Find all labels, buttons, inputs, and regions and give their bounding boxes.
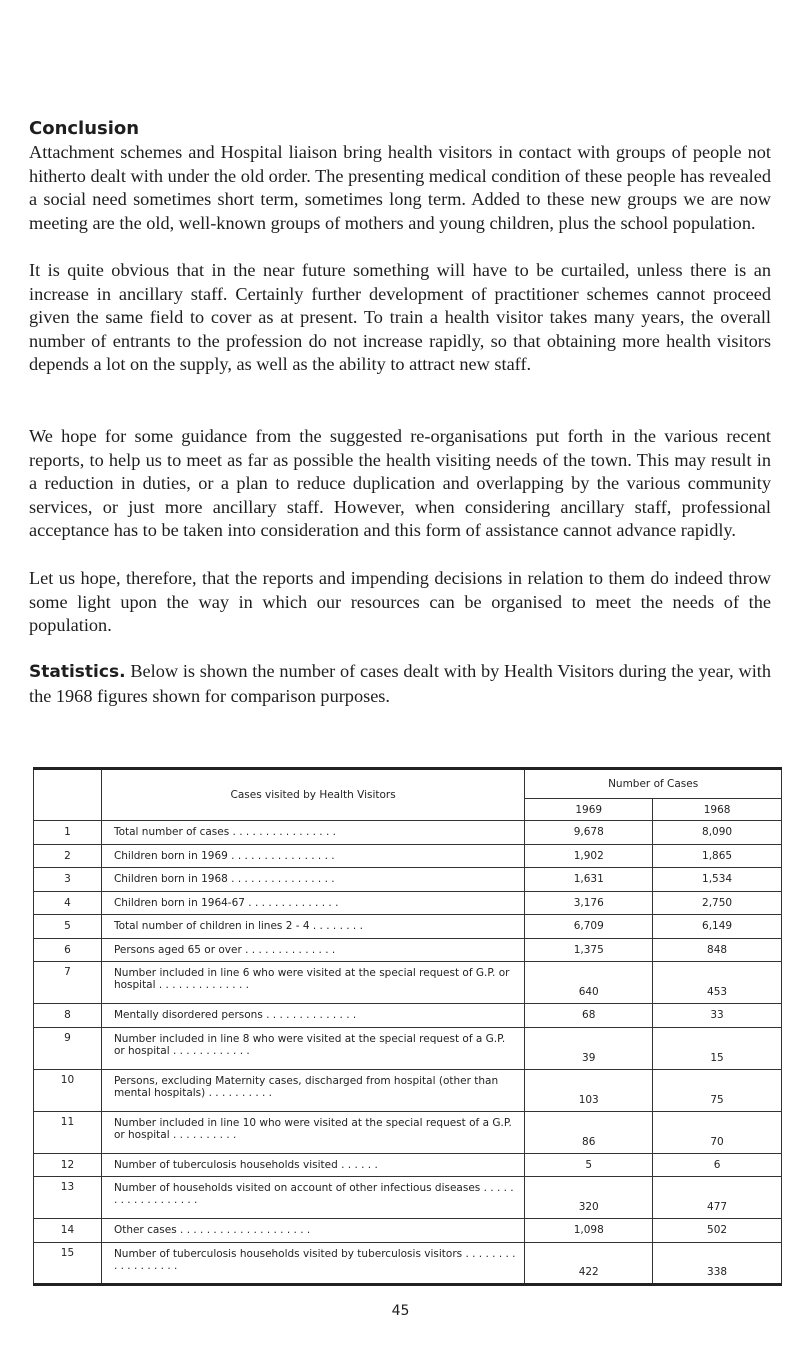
value-1969: 1,375 <box>525 938 653 962</box>
row-number: 3 <box>34 868 102 892</box>
row-number: 4 <box>34 891 102 915</box>
statistics-label: Statistics. <box>29 662 126 682</box>
table-row <box>34 821 782 845</box>
value-1969: 68 <box>525 1004 653 1028</box>
row-number: 9 <box>34 1027 102 1069</box>
value-1968: 477 <box>653 1177 782 1219</box>
table-row <box>34 1219 782 1243</box>
case-description: Total number of cases . . . . . . . . . . . . . . . . <box>101 821 524 845</box>
case-description: Persons aged 65 or over . . . . . . . . . . . . . . <box>101 938 524 962</box>
table-row <box>34 915 782 939</box>
row-number: 13 <box>34 1177 102 1219</box>
row-number: 1 <box>34 821 102 845</box>
table-row <box>34 962 782 1004</box>
value-1968: 8,090 <box>653 821 782 845</box>
cases-column-header: Cases visited by Health Visitors <box>101 769 524 821</box>
value-1968: 6 <box>653 1153 782 1177</box>
table-row <box>34 1153 782 1177</box>
value-1968: 33 <box>653 1004 782 1028</box>
table-row <box>34 938 782 962</box>
case-description: Children born in 1969 . . . . . . . . . . . . . . . . <box>101 844 524 868</box>
paragraph-2: It is quite obvious that in the near future something will have to be curtailed, unless there is an increase in ancillary staff. Certainly further development of practitioner schemes cannot proceed given the same field to cover as at present. To train a health visitor takes many years, the overall number of entrants to the profession do not increase rapidly, so that obtaining more health visitors depends a lot on the supply, as well as the ability to attract new staff. <box>29 260 771 374</box>
case-description: Children born in 1968 . . . . . . . . . . . . . . . . <box>101 868 524 892</box>
value-1968: 453 <box>653 962 782 1004</box>
table-row <box>34 1111 782 1153</box>
value-1968: 848 <box>653 938 782 962</box>
value-1968: 1,865 <box>653 844 782 868</box>
value-1969: 1,098 <box>525 1219 653 1243</box>
table-row <box>34 1242 782 1284</box>
row-number: 2 <box>34 844 102 868</box>
value-1969: 1,902 <box>525 844 653 868</box>
table-row <box>34 891 782 915</box>
row-number: 8 <box>34 1004 102 1028</box>
case-description: Number of tuberculosis households visited by tuberculosis visitors . . . . . . . . . . . . . . . . . . <box>101 1242 524 1284</box>
case-description: Mentally disordered persons . . . . . . . . . . . . . . <box>101 1004 524 1028</box>
row-number: 10 <box>34 1069 102 1111</box>
row-number-header <box>34 769 102 821</box>
value-1969: 1,631 <box>525 868 653 892</box>
paragraph-1: Attachment schemes and Hospital liaison bring health visitors in contact with groups of people not hitherto dealt with under the old order. The presenting medical condition of these people has revealed a social need sometimes short term, sometimes long term. Added to these new groups we are now meeting are the old, well-known groups of mothers and young children, plus the school population. <box>29 142 771 233</box>
table-row <box>34 1027 782 1069</box>
value-1968: 2,750 <box>653 891 782 915</box>
table-row <box>34 1004 782 1028</box>
case-description: Number included in line 6 who were visited at the special request of G.P. or hospital . . . . . . . . . . . . . . <box>101 962 524 1004</box>
case-description: Total number of children in lines 2 - 4 . . . . . . . . <box>101 915 524 939</box>
value-1968: 6,149 <box>653 915 782 939</box>
value-1969: 3,176 <box>525 891 653 915</box>
row-number: 5 <box>34 915 102 939</box>
row-number: 15 <box>34 1242 102 1284</box>
year-1969-header: 1969 <box>525 799 653 821</box>
case-description: Number included in line 10 who were visited at the special request of a G.P. or hospital . . . . . . . . . . <box>101 1111 524 1153</box>
year-1968-header: 1968 <box>653 799 782 821</box>
cases-table <box>33 767 782 1286</box>
table-row <box>34 844 782 868</box>
value-1969: 86 <box>525 1111 653 1153</box>
case-description: Number included in line 8 who were visited at the special request of a G.P. or hospital . . . . . . . . . . . . <box>101 1027 524 1069</box>
paragraph-3: We hope for some guidance from the suggested re-organisations put forth in the various recent reports, to help us to meet as far as possible the health visiting needs of the town. This may result in a reduction in duties, or a plan to reduce duplication and overlapping by the various community services, or just more ancillary staff. However, when considering ancillary staff, professional acceptance has to be taken into consideration and this form of assistance cannot advance rapidly. <box>29 426 771 540</box>
value-1969: 6,709 <box>525 915 653 939</box>
row-number: 14 <box>34 1219 102 1243</box>
case-description: Number of households visited on account of other infectious diseases . . . . . . . . . . . . . . . . . . <box>101 1177 524 1219</box>
section-heading: Conclusion <box>29 118 140 139</box>
value-1968: 15 <box>653 1027 782 1069</box>
case-description: Number of tuberculosis households visited . . . . . . <box>101 1153 524 1177</box>
table-row <box>34 1177 782 1219</box>
table-body <box>34 821 782 1285</box>
value-1968: 70 <box>653 1111 782 1153</box>
row-number: 11 <box>34 1111 102 1153</box>
statistics-text: Below is shown the number of cases dealt with by Health Visitors during the year, with the 1968 figures shown for comparison purposes. <box>29 661 771 706</box>
value-1968: 338 <box>653 1242 782 1284</box>
case-description: Children born in 1964-67 . . . . . . . . . . . . . . <box>101 891 524 915</box>
value-1969: 5 <box>525 1153 653 1177</box>
statistics-paragraph <box>29 660 771 708</box>
value-1968: 502 <box>653 1219 782 1243</box>
value-1969: 320 <box>525 1177 653 1219</box>
value-1969: 422 <box>525 1242 653 1284</box>
value-1968: 1,534 <box>653 868 782 892</box>
value-1969: 9,678 <box>525 821 653 845</box>
table-row <box>34 868 782 892</box>
row-number: 12 <box>34 1153 102 1177</box>
value-1969: 640 <box>525 962 653 1004</box>
value-1969: 39 <box>525 1027 653 1069</box>
case-description: Other cases . . . . . . . . . . . . . . . . . . . . <box>101 1219 524 1243</box>
row-number: 6 <box>34 938 102 962</box>
case-description: Persons, excluding Maternity cases, discharged from hospital (other than mental hospitals) . . . . . . . . . . <box>101 1069 524 1111</box>
row-number: 7 <box>34 962 102 1004</box>
value-1969: 103 <box>525 1069 653 1111</box>
paragraph-4: Let us hope, therefore, that the reports and impending decisions in relation to them do indeed throw some light upon the way in which our resources can be organised to meet the needs of the population. <box>29 568 771 635</box>
value-1968: 75 <box>653 1069 782 1111</box>
number-of-cases-header: Number of Cases <box>525 769 782 799</box>
page-number: 45 <box>391 1303 410 1319</box>
table-row <box>34 1069 782 1111</box>
